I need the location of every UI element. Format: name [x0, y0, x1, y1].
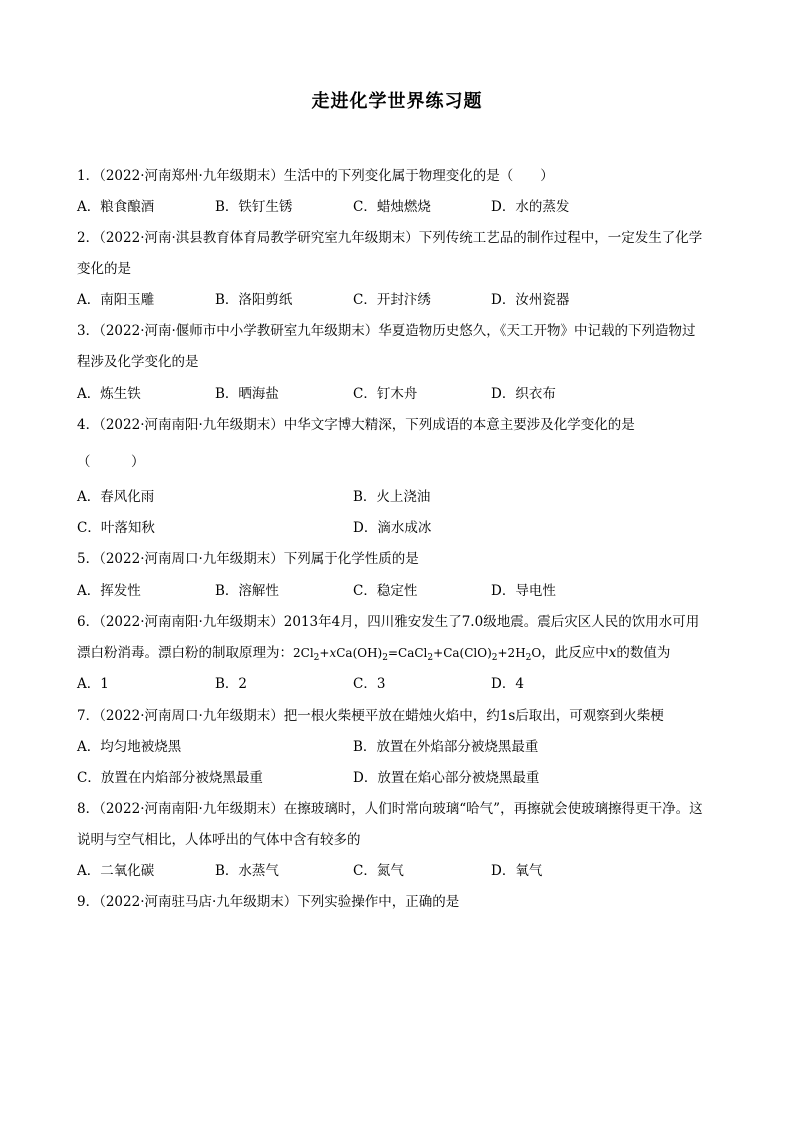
q2-option-c[interactable]: C．开封汴绣: [353, 292, 431, 308]
q6-option-a[interactable]: A．1: [77, 676, 109, 692]
q6-variable-x: x: [608, 645, 617, 661]
q1-option-b[interactable]: B．铁钉生锈: [215, 199, 293, 215]
q5-option-a[interactable]: A．挥发性: [77, 583, 141, 599]
q7-option-b[interactable]: B．放置在外焰部分被烧黑最重: [353, 739, 539, 755]
q5-option-c[interactable]: C．稳定性: [353, 583, 418, 599]
q7-option-a[interactable]: A．均匀地被烧黑: [77, 739, 182, 755]
q1-option-d[interactable]: D．水的蒸发: [491, 199, 570, 215]
q4-option-c[interactable]: C．叶落知秋: [77, 520, 155, 536]
question-6-stem-line-2: [77, 643, 727, 663]
q8-option-c[interactable]: C．氮气: [353, 863, 404, 879]
chemical-equation: $2Cl_2+xCa(OH)_2=CaCl_2+Ca(ClO)_2+2H_2O$: [293, 646, 542, 663]
q6-option-b[interactable]: B．2: [215, 676, 248, 692]
q6-option-c[interactable]: C．3: [353, 676, 386, 692]
q4-option-b[interactable]: B．火上浇油: [353, 489, 431, 505]
q8-option-b[interactable]: B．水蒸气: [215, 863, 279, 879]
q3-option-b[interactable]: B．晒海盐: [215, 386, 279, 402]
q6-text-b: ，此反应中: [541, 645, 609, 661]
q2-option-d[interactable]: D．汝州瓷器: [491, 292, 570, 308]
q8-option-d[interactable]: D．氧气: [491, 863, 543, 879]
q3-option-d[interactable]: D．织衣布: [491, 386, 556, 402]
question-1-stem: 1．（2022·河南郑州·九年级期末）生活中的下列变化属于物理变化的是（ ）: [77, 168, 554, 184]
question-5-stem: 5．（2022·河南周口·九年级期末）下列属于化学性质的是: [77, 551, 419, 567]
page-title: 走进化学世界练习题: [311, 91, 483, 112]
q6-option-d[interactable]: D．4: [491, 676, 524, 692]
q5-option-b[interactable]: B．溶解性: [215, 583, 279, 599]
q7-option-d[interactable]: D．放置在焰心部分被烧黑最重: [353, 770, 540, 786]
question-2-stem-line-1: 2．（2022·河南·淇县教育体育局教学研究室九年级期末）下列传统工艺品的制作过程中，一定发生了化学: [77, 230, 703, 246]
question-6-stem-line-1: 6．（2022·河南南阳·九年级期末）2013年4月，四川雅安发生了7.0级地震。震后灾区人民的饮用水可用: [77, 614, 700, 630]
question-4-stem-line-1: 4．（2022·河南南阳·九年级期末）中华文字博大精深，下列成语的本意主要涉及化学变化的是: [77, 417, 635, 433]
question-2-stem-line-2: 变化的是: [77, 261, 131, 277]
q7-option-c[interactable]: C．放置在内焰部分被烧黑最重: [77, 770, 263, 786]
q3-option-a[interactable]: A．炼生铁: [77, 386, 141, 402]
question-7-stem: 7．（2022·河南周口·九年级期末）把一根火柴梗平放在蜡烛火焰中，约1s后取出，可观察到火柴梗: [77, 708, 664, 724]
q4-option-d[interactable]: D．滴水成冰: [353, 520, 432, 536]
q1-option-a[interactable]: A．粮食酿酒: [77, 199, 155, 215]
question-8-stem-line-1: 8．（2022·河南南阳·九年级期末）在擦玻璃时，人们时常向玻璃“哈气”，再擦就会使玻璃擦得更干净。这: [77, 801, 703, 817]
q2-option-a[interactable]: A．南阳玉雕: [77, 292, 155, 308]
q8-option-a[interactable]: A．二氧化碳: [77, 863, 155, 879]
question-3-stem-line-2: 程涉及化学变化的是: [77, 354, 199, 370]
q3-option-c[interactable]: C．钉木舟: [353, 386, 418, 402]
question-9-stem: 9．（2022·河南驻马店·九年级期末）下列实验操作中，正确的是: [77, 894, 460, 910]
q2-option-b[interactable]: B．洛阳剪纸: [215, 292, 293, 308]
question-8-stem-line-2: 说明与空气相比，人体呼出的气体中含有较多的: [77, 832, 361, 848]
question-3-stem-line-1: 3．（2022·河南·偃师市中小学教研室九年级期末）华夏造物历史悠久，《天工开物》中记载的下列造物过: [77, 323, 696, 339]
q5-option-d[interactable]: D．导电性: [491, 583, 556, 599]
q6-text-a: 漂白粉消毒。漂白粉的制取原理为：: [77, 645, 293, 661]
question-4-answer-blank: （ ）: [77, 454, 145, 470]
q1-option-c[interactable]: C．蜡烛燃烧: [353, 199, 431, 215]
q4-option-a[interactable]: A．春风化雨: [77, 489, 155, 505]
q6-text-c: 的数值为: [616, 645, 671, 661]
